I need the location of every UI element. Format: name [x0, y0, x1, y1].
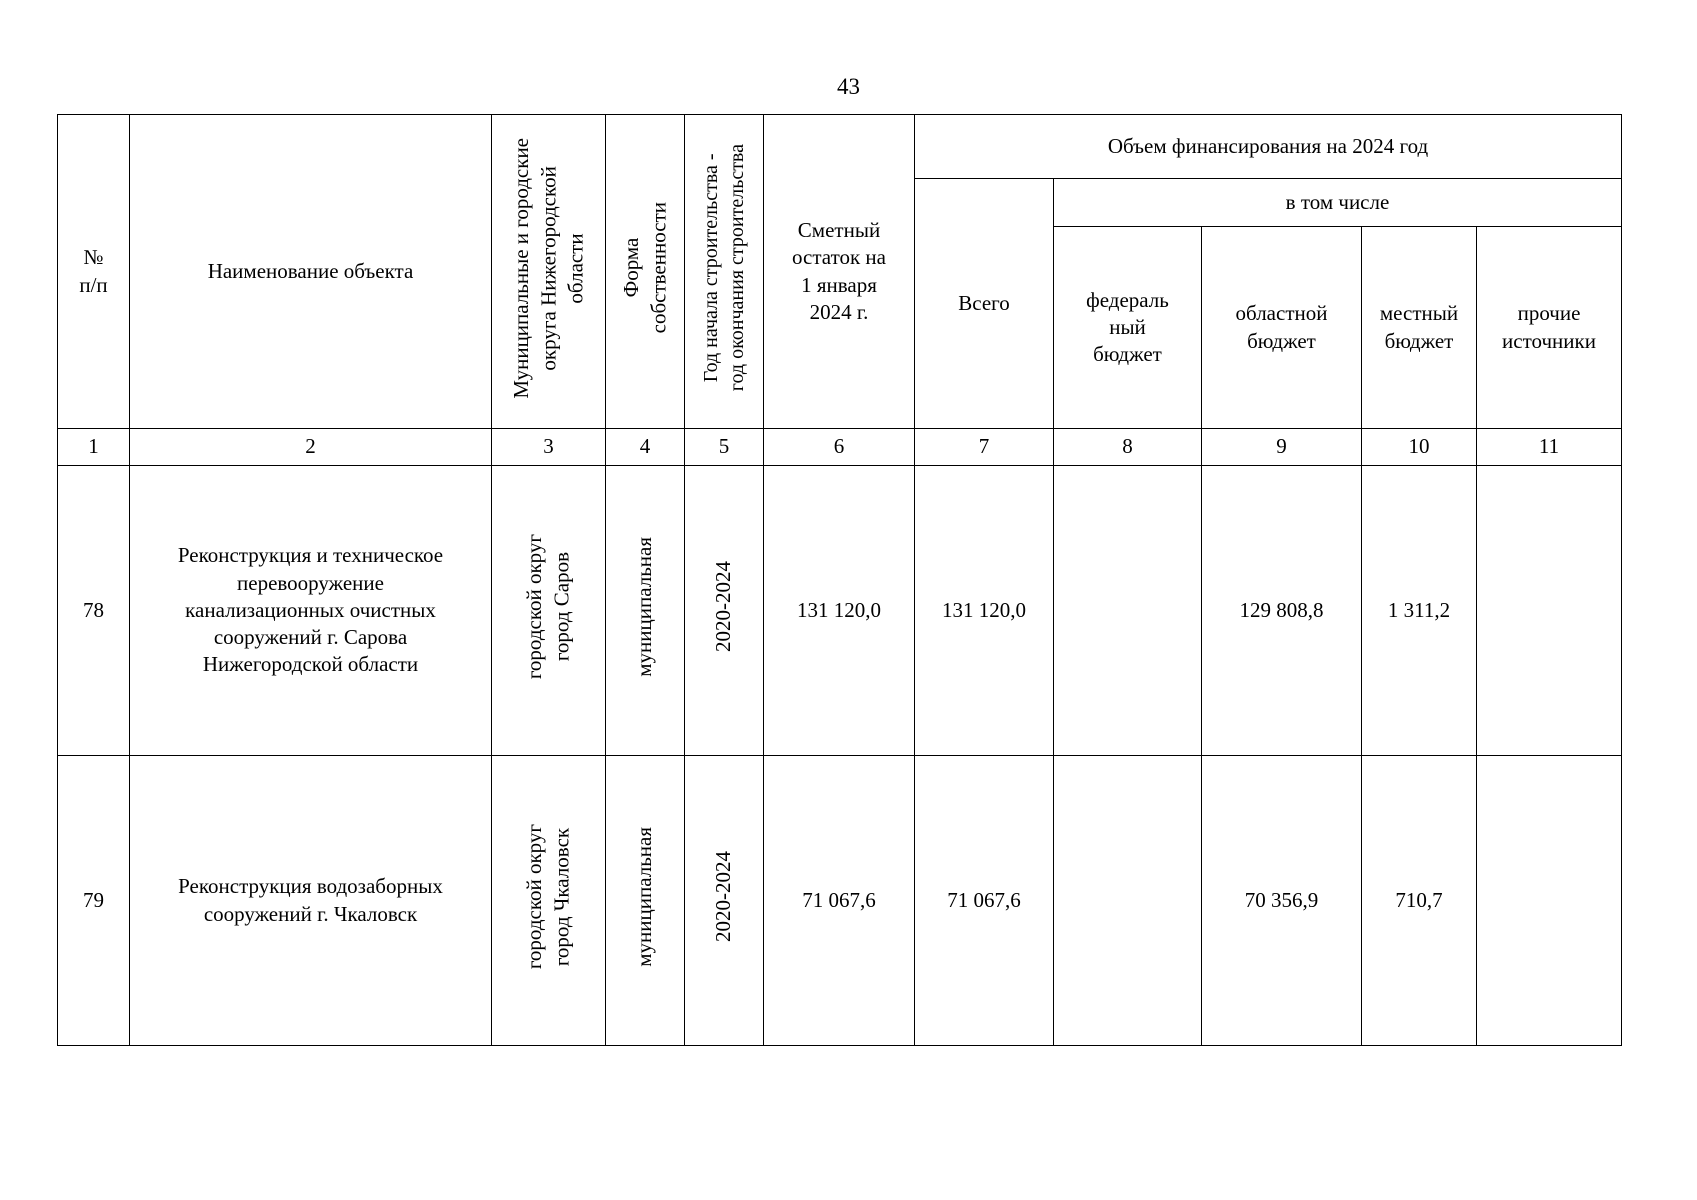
total-cell: 71 067,6: [915, 756, 1054, 1046]
row-number: 79: [58, 756, 130, 1046]
row-number: 78: [58, 466, 130, 756]
regional-cell: 70 356,9: [1202, 756, 1362, 1046]
table-row: [58, 756, 1622, 1046]
column-number: 11: [1477, 429, 1622, 466]
total-cell: 131 120,0: [915, 466, 1054, 756]
local-cell: 710,7: [1362, 756, 1477, 1046]
years-cell: 2020-2024: [685, 466, 764, 756]
column-number: 8: [1054, 429, 1202, 466]
municipality-cell: городской округ город Чкаловск: [492, 756, 606, 1046]
column-number: 10: [1362, 429, 1477, 466]
column-number: 4: [606, 429, 685, 466]
table-row: [58, 466, 1622, 756]
years-cell: 2020-2024: [685, 756, 764, 1046]
page-number: 43: [837, 74, 860, 99]
header-total: Всего: [915, 179, 1054, 429]
header-estimate: Сметный остаток на 1 января 2024 г.: [764, 115, 915, 429]
column-number: 9: [1202, 429, 1362, 466]
header-including: в том числе: [1054, 179, 1622, 227]
column-number: 1: [58, 429, 130, 466]
ownership-cell: муниципальная: [606, 466, 685, 756]
object-name: Реконструкция и техническое перевооружение канализационных очистных сооружений г. Сарова Нижегородской области: [130, 466, 492, 756]
federal-cell: [1054, 466, 1202, 756]
ownership-cell: муниципальная: [606, 756, 685, 1046]
column-number: 7: [915, 429, 1054, 466]
header-name: Наименование объекта: [130, 115, 492, 429]
federal-cell: [1054, 756, 1202, 1046]
column-number: 3: [492, 429, 606, 466]
other-cell: [1477, 466, 1622, 756]
financing-table: [57, 114, 1622, 1046]
header-years: Год начала строительства - год окончания строительства: [685, 115, 764, 429]
column-number: 2: [130, 429, 492, 466]
header-local: местный бюджет: [1362, 227, 1477, 429]
local-cell: 1 311,2: [1362, 466, 1477, 756]
header-ownership: Форма собственности: [606, 115, 685, 429]
header-federal: федераль ный бюджет: [1054, 227, 1202, 429]
estimate-cell: 131 120,0: [764, 466, 915, 756]
municipality-cell: городской округ город Саров: [492, 466, 606, 756]
regional-cell: 129 808,8: [1202, 466, 1362, 756]
column-number: 5: [685, 429, 764, 466]
column-numbers-row: [58, 429, 1622, 466]
header-no: № п/п: [58, 115, 130, 429]
column-number: 6: [764, 429, 915, 466]
estimate-cell: 71 067,6: [764, 756, 915, 1046]
header-regional: областной бюджет: [1202, 227, 1362, 429]
header-other: прочие источники: [1477, 227, 1622, 429]
other-cell: [1477, 756, 1622, 1046]
header-financing: Объем финансирования на 2024 год: [915, 115, 1622, 179]
object-name: Реконструкция водозаборных сооружений г. Чкаловск: [130, 756, 492, 1046]
header-municipality: Муниципальные и городские округа Нижегородской области: [492, 115, 606, 429]
